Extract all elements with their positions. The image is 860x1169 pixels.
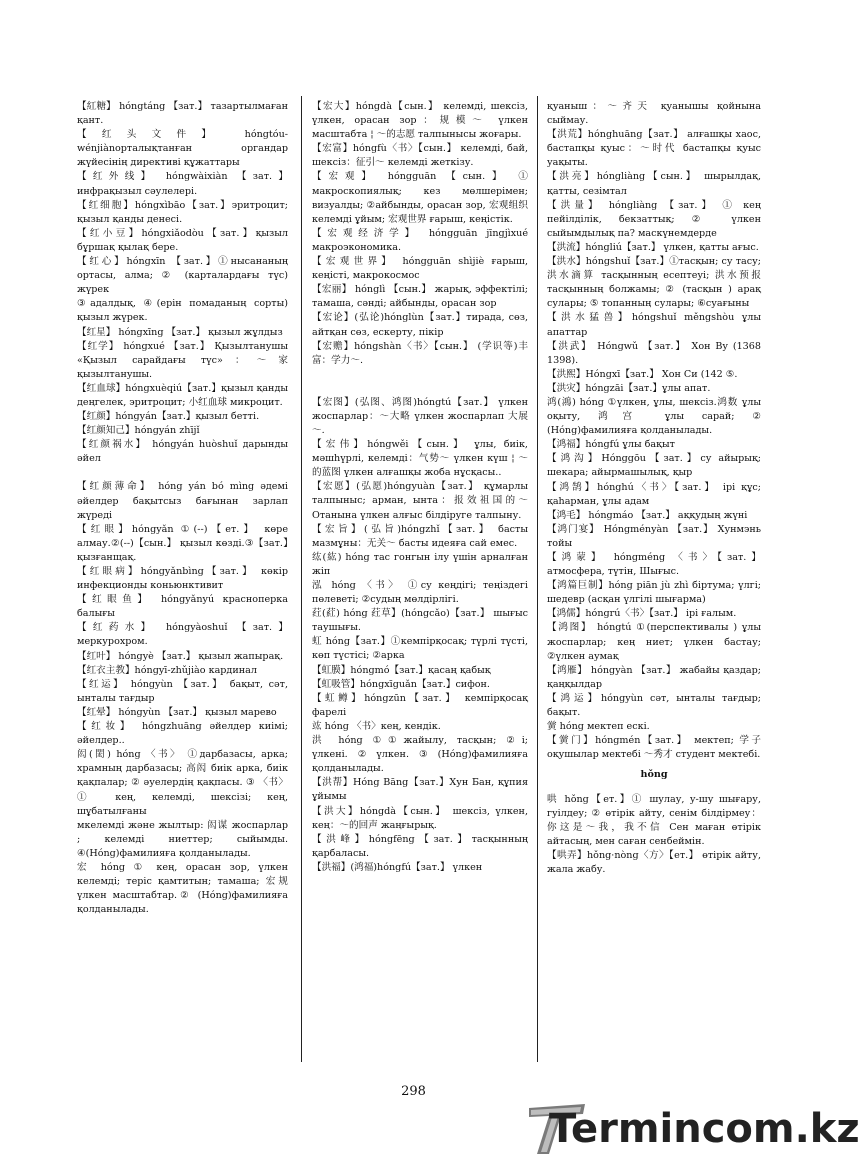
dictionary-entry: 黉 hóng мектеп ескі. [547,721,650,733]
dictionary-entry: 【红晕】 hóngyùn 【зат.】 қызыл марево [77,706,277,718]
dictionary-entry: 哄 hǒng【ет.】① шулау, у-шу шығару, гуілдеу; ② өтірік айту, сенім білдірмеу：你这是～我，我不信 Сен маған өтірік айтасың, мен саған сенбеймін. [547,793,761,847]
dictionary-entry: 【虹膜】hóngmó【зат.】қасаң қабық [312,664,491,676]
dictionary-entry: 【鸿鹄】hónghú〈书〉【зат.】 ірі құс; қаһарман, ұлы адам [547,481,761,507]
dictionary-entry: 【宏观】 hóngguān 【сын.】 ① макроскопиялық; кез мөлшерімен; визуалды; ②айбынды, орасан зор, 宏观组织 келемді ұйым; 宏观世界 ғарыш, кеңістік. [312,171,528,225]
dictionary-entry: 【宏观经济学】 hóngguān jīngjìxué макроэкономика. [312,227,528,253]
dictionary-entry: 【洪量】 hóngliàng 【зат.】 ① кең пейілділік, бекзаттық; ② үлкен сыйымдылық па? маскүнемдерде [547,199,761,239]
dictionary-entry: 【红颜】hóngyán【зат.】қызыл бетті. [77,411,260,423]
dictionary-entry: 【宏伟】hóngwěi【сын.】 ұлы, биік, мәшһүрлі, келемді：气势～ үлкен күш ¦ ～的蓝图 үлкен алғашқы жоба нұсқасы.. [312,439,528,479]
dictionary-entry: 竑 hóng 〈书〉кең, кендік. [312,720,441,732]
spacer [77,466,288,480]
dictionary-entry: 【红颜祸水】 hóngyán huòshuǐ дарынды әйел [77,439,288,465]
dictionary-entry: 【红颜薄命】 hóng yán bó mìng әдемі әйелдер бақытсыз бағынан зарлап жүреді [77,481,288,521]
dictionary-entry: 泓 hóng 〈书〉 ①су кеңдігі; теңіздегі пөлеветі; ②судың мөлдірлігі. [312,580,528,606]
dictionary-entry: 【鸿雁】 hóngyàn 【зат.】 жабайы қаздар; қаңқылдар [547,664,761,690]
dictionary-entry: 【宏丽】 hónglì 【сын.】 жарық, эффектілі; тамаша, сәнді; айбынды, орасан зор [312,284,528,310]
dictionary-entry: 【鸿毛】 hóngmáo 【зат.】 аққудың жүні [547,509,748,521]
section-heading: hǒng [640,769,668,781]
column-divider-1 [301,96,302,1062]
dictionary-entry: 【鸿篇巨制】hóng piān jù zhì біртума; үлгі; шедевр (асқан үлгілі шығарма) [547,580,761,606]
dictionary-entry: 【红运】 hóngyùn 【зат.】 бақыт, сәт, ынталы тағдыр [77,678,288,704]
dictionary-entry: 洪 hóng ①①жайылу, тасқын; ②і; үлкені.②үлкен.③(Hóng)фамилияға қолданылады. [312,735,528,775]
dictionary-entry: 【洪峰】hóngfēng【зат.】тасқынның қарбаласы. [312,833,528,859]
dictionary-entry: 【红外线】 hóngwàixiàn 【зат.】 инфрақызыл сәулелері. [77,171,288,197]
dictionary-entry: 【洪水】hóngshuǐ【зат.】①тасқын; су тасу; 洪水滴算 тасқынның есептеуі; 洪水预报 тасқынның болжамы; ② (тасқын ) арақ сулары; ⑤ топанның сулары; ⑥суағыны [547,256,761,310]
dictionary-entry: 【虹吸管】hóngxīguǎn【зат.】сифон. [312,678,490,690]
dictionary-entry: 荭(葒) hóng 荭草】(hóngcǎo)【зат.】 шығыс таушығы. [312,608,528,634]
dictionary-entry: 【红颜知己】hóngyán zhījǐ [77,425,200,437]
dictionary-entry: 【宏图】(弘图、鸿图)hóngtú【зат.】 үлкен жоспарлар：～大略 үлкен жоспарлап 大展～. [312,396,528,436]
dictionary-entry: 【红叶】 hóngyè 【зат.】 қызыл жапырақ. [77,650,284,662]
dictionary-entry: 【洪帮】Hóng Bāng【зат.】Хун Бан, құпия ұйымы [312,777,528,803]
column-3 [547,100,761,1060]
dictionary-entry: 【宏赡】hóngshàn〈书〉【сын.】 (学识等)丰富：学力～. [312,340,528,366]
column-2 [312,100,528,1060]
page-number: 298 [401,1084,426,1099]
dictionary-entry: 闳(閎) hóng 〈书〉 ①дарбазасы, арка; храмның дарбазасы; 高闳 биік арка, биік қақпалар; ② әуелердің қақпасы. ③ 〈书〉 ① кең, келемді, шексізі; кең, шұбатылғаны [77,749,288,817]
dictionary-entry: 【洪水猛兽】hóngshuǐ měngshòu ұлы апаттар [547,312,761,338]
dictionary-entry: 【紅糖】 hóngtáng 【зат.】 тазартылмаған қант. [77,101,288,127]
dictionary-entry: 【洪福】(鸿福)hóngfú【зат.】 үлкен [312,861,483,873]
dictionary-entry: 【红头文件】 hóngtóu-wénjiànорталықтанған органдар жүйесінің директиві құжаттары [77,129,288,169]
dictionary-entry: мкелемді және жылтыр: 闳谋 жоспарлар ; келемді ниеттер; сыйымды. ④(Hóng)фамилияға қолданылады. [77,819,288,859]
column-1 [77,100,288,1060]
dictionary-entry: 【红衣主教】hóngyī-zhǔjiào кардинал [77,664,257,676]
dictionary-entry: 【虹鳟】hóngzūn【зат.】 кемпірқосақ фарелі [312,692,528,718]
dictionary-entry: 【洪武】 Hóngwǔ 【зат.】 Хон Ву (1368 1398). [547,340,761,366]
dictionary-entry: 【红星】 hóngxīng 【зат.】 қызыл жұлдыз [77,326,283,338]
dictionary-entry: ③адалдық, ④(ерін помаданың сорты) қызыл жүрек. [77,298,288,324]
dictionary-entry: 【洪荒】hónghuāng【зат.】 алғашқы хаос, бастапқы қуыс：～时代 бастапқы қуыс уақыты. [547,129,761,169]
dictionary-entry: 【红细胞】hóngxìbāo【зат.】эритроцит; қызыл қанды денесі. [77,199,288,225]
dictionary-entry: 【红血球】hóngxuèqiú【зат.】қызыл қанды деңгелек, эритроцит; 小红血球 микроцит. [77,382,288,408]
dictionary-entry: қуаныш：～齐天 қуанышы қойнына сыймау. [547,101,761,127]
dictionary-entry: 【红妆】 hóngzhuāng әйелдер киімі; әйелдер.. [77,721,288,747]
dictionary-entry: 【洪大】hóngdà【сын.】 шексіз, үлкен, кең：～的回声 жаңғырық. [312,805,528,831]
dictionary-entry: 【红学】 hóngxué 【зат.】 Қызылтанушы «Қызыл сарайдағы түс»：～家 қызылтанушы. [77,340,288,380]
dictionary-entry: 【鸿沟】Hónggōu【зат.】су айырық; шекара; айырмашылық, қыр [547,453,761,479]
dictionary-entry: 【哄弄】hǒng·nòng〈方〉【ет.】 өтірік айту, жала жабу. [547,849,761,875]
dictionary-entry: 【红眼】hóngyǎn ①(--)【ет.】 көре алмау.②(--)【сын.】 қызыл көзді.③【зат.】қызғанщақ. [77,523,288,563]
dictionary-entry: 【宏大】hóngdà【сын.】 келемді, шексіз, үлкен, орасан зор：规模～ үлкен масштабта ¦ ～的志愿 талпынысы жоғары. [312,101,528,141]
dictionary-entry: 【洪亮】hóngliàng【сын.】 шырылдақ, қатты, сезімтал [547,171,761,197]
dictionary-entry: 虹 hóng【зат.】①кемпірқосақ; түрлі түсті, көп түстісі; ②арка [312,636,528,662]
dictionary-entry: 【洪流】hóngliú【зат.】 үлкен, қатты ағыс. [547,241,759,253]
dictionary-entry: 【黉门】hóngmén【зат.】 мектеп; 学子 оқушылар мектебі ～秀才 студент мектебі. [547,735,761,761]
dictionary-entry: 【宏愿】(弘愿)hóngyuàn【зат.】 құмарлы талпыныс; арман, ынта：报效祖国的～ Отанына үлкен алғыс білдіруге талпыну. [312,481,528,521]
spacer [312,368,528,396]
dictionary-entry: 【鸿福】hóngfú ұлы бақыт [547,439,675,451]
dictionary-entry: 【洪熙】Hóngxī【зат.】 Хон Си (142 ⑤. [547,368,738,380]
dictionary-entry: 【洪灾】hóngzāi【зат.】ұлы апат. [547,382,711,394]
logo-text: Termincom.kz [549,1106,860,1152]
column-divider-2 [537,96,538,1062]
dictionary-entry: 【鸿蒙】 hóngméng 〈书〉【зат.】 атмосфера, түтін, Шығыс. [547,552,761,578]
dictionary-entry: 【宏富】hóngfù〈书〉【сын.】 келемді, бай, шексіз：征引～ келемді жеткізу. [312,143,528,169]
dictionary-entry: 【鸿儒】hóngrú〈书〉【зат.】 ірі ғалым. [547,608,737,620]
dictionary-entry: 【红心】hóngxīn 【зат.】①нысананың ортасы, алма; ② (карталардағы түс) жүрек [77,256,288,296]
dictionary-entry: 【鸿图】 hóngtú ①(перспективалы ) ұлы жоспарлар; кең ниет; үлкен бастау; ②үлкен аумақ [547,622,761,662]
dictionary-entry: 【鸿运】hóngyùn сәт, ынталы тағдыр; бақыт. [547,692,761,719]
dictionary-entry: 鸿(鴻) hóng ①үлкен, ұлы, шексіз.鸿数 ұлы оқыту, 鸿宫 ұлы сарай; ② (Hóng)фамилияға қолданылады. [547,396,761,437]
dictionary-entry: 【宏旨】(弘旨)hóngzhǐ【зат.】 басты мазмұны：无关～ басты идеяға сай емес. [312,523,528,549]
dictionary-entry: 宏 hóng ① кең, орасан зор, үлкен келемді; теріс қамтитын; тамаша; 宏规 үлкен масштабтар.② (Hóng)фамилияға қолданылады. [77,861,288,916]
dictionary-entry: 【宏论】(弘论)hónglùn【зат.】тирада, сөз, айтқан сөз, ескерту, пікір [312,312,528,338]
dictionary-entry: 【红眼鱼】 hóngyǎnyú красноперка балығы [77,594,288,620]
site-logo[interactable] [527,1102,860,1160]
dictionary-entry: 【红眼病】hóngyǎnbìng【зат.】 көкір инфекционды коньюнктивит [77,566,288,592]
dictionary-entry: 【红小豆】hóngxiǎodòu【зат.】қызыл бұршақ қылақ бере. [77,227,288,253]
dictionary-entry: 【鸿门宴】 Hóngményàn 【зат.】 Хунмэнь тойы [547,523,761,549]
dictionary-entry: 纮(紘) hóng тас гонгын ілу үшін арналған жіп [312,551,528,577]
dictionary-entry: 【宏观世界】 hóngguān shìjiè ғарыш, кеңісті, макрокосмос [312,256,528,282]
dictionary-entry: 【红药水】 hóngyàoshuǐ 【зат.】 меркурохром. [77,622,288,648]
